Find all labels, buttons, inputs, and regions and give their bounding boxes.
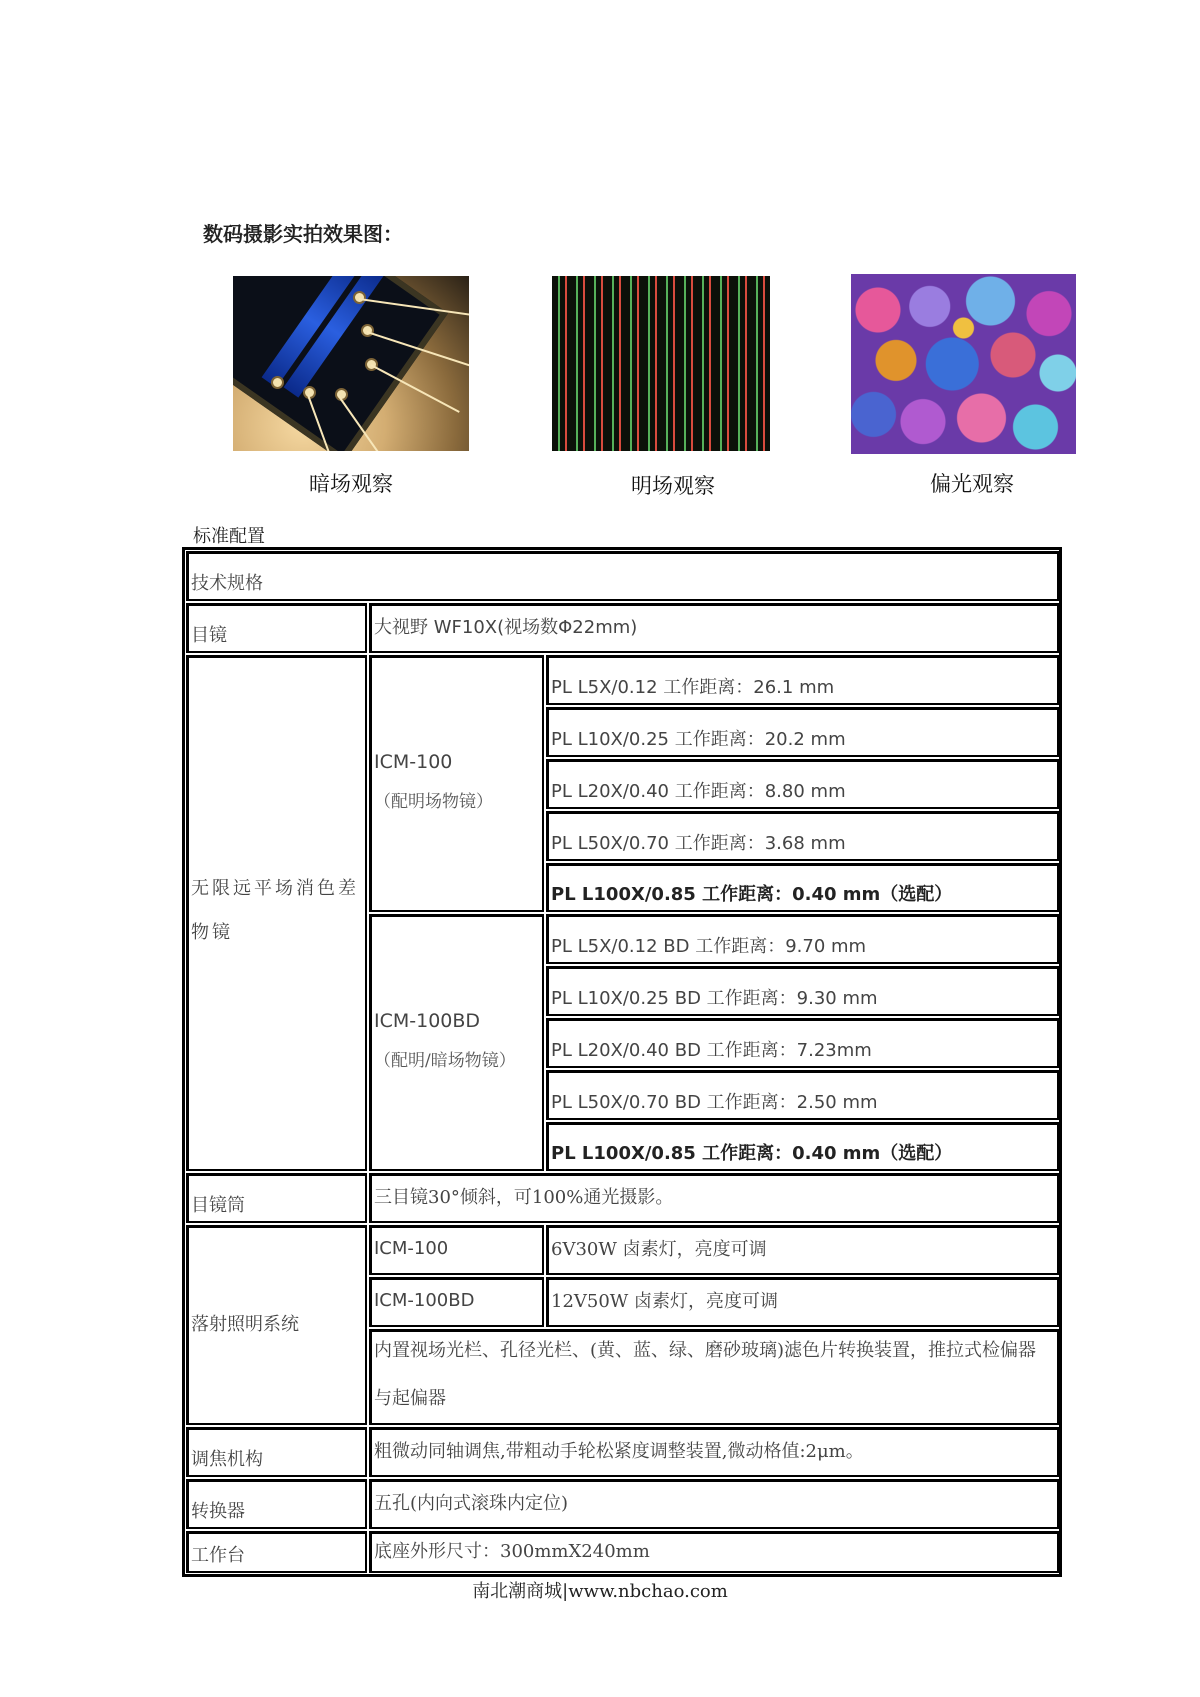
value-eyepiece: 大视野 WF10X(视场数Φ22mm)	[369, 603, 1059, 653]
label-stage: 工作台	[186, 1531, 367, 1573]
value-nosepiece: 五孔(内向式滚珠内定位)	[369, 1479, 1059, 1529]
caption-polarized: 偏光观察	[930, 472, 1014, 496]
illum-note: 内置视场光栏、孔径光栏、(黄、蓝、绿、磨砂玻璃)滤色片转换装置，推拉式检偏器与起偏器	[369, 1329, 1059, 1425]
group-name: ICM-100	[374, 751, 453, 773]
objective-row: PL L20X/0.40 工作距离：8.80 mm	[546, 759, 1059, 809]
label-eyepiece: 目镜	[186, 603, 367, 653]
objective-row: PL L50X/0.70 工作距离：3.68 mm	[546, 811, 1059, 861]
objective-row: PL L50X/0.70 BD 工作距离：2.50 mm	[546, 1070, 1059, 1120]
group-note: （配明场物镜）	[374, 792, 493, 812]
objective-row: PL L5X/0.12 工作距离：26.1 mm	[546, 655, 1059, 705]
label-illumination: 落射照明系统	[186, 1225, 367, 1425]
objective-row-optional: PL L100X/0.85 工作距离：0.40 mm（选配）	[546, 1122, 1059, 1171]
caption-bright-field: 明场观察	[631, 474, 715, 498]
label-objective	[186, 655, 367, 1171]
label-objective-text: 无限远平场消色差物镜	[191, 878, 359, 943]
dark-field-chip-photo	[233, 276, 469, 451]
objective-row: PL L10X/0.25 BD 工作距离：9.30 mm	[546, 966, 1059, 1016]
illum-desc: 6V30W 卤素灯，亮度可调	[546, 1225, 1059, 1275]
bright-field-pixel-photo	[552, 276, 770, 451]
illum-desc: 12V50W 卤素灯，亮度可调	[546, 1277, 1059, 1327]
value-tube: 三目镜30°倾斜，可100%通光摄影。	[369, 1173, 1059, 1223]
objective-row: PL L5X/0.12 BD 工作距离：9.70 mm	[546, 914, 1059, 964]
value-stage: 底座外形尺寸：300mmX240mm	[369, 1531, 1059, 1573]
objective-row: PL L10X/0.25 工作距离：20.2 mm	[546, 707, 1059, 757]
page-footer: 南北潮商城|www.nbchao.com	[472, 1581, 728, 1602]
page-heading: 数码摄影实拍效果图：	[203, 222, 403, 246]
label-nosepiece: 转换器	[186, 1479, 367, 1529]
objective-row: PL L20X/0.40 BD 工作距离：7.23mm	[546, 1018, 1059, 1068]
label-tube: 目镜筒	[186, 1173, 367, 1223]
value-focus: 粗微动同轴调焦,带粗动手轮松紧度调整装置,微动格值:2μm。	[369, 1427, 1059, 1477]
group-note: （配明/暗场物镜）	[374, 1051, 516, 1071]
group-name: ICM-100BD	[374, 1010, 481, 1032]
objective-row-optional: PL L100X/0.85 工作距离：0.40 mm（选配）	[546, 863, 1059, 912]
spec-table	[182, 547, 1062, 1577]
illum-model: ICM-100	[369, 1225, 544, 1275]
caption-dark-field: 暗场观察	[309, 472, 393, 496]
objective-group-icm100	[369, 655, 544, 912]
label-focus: 调焦机构	[186, 1427, 367, 1477]
section-title: 标准配置	[193, 526, 265, 547]
illum-model: ICM-100BD	[369, 1277, 544, 1327]
table-header: 技术规格	[186, 551, 1059, 601]
objective-group-icm100bd	[369, 914, 544, 1171]
polarized-crystal-photo	[851, 274, 1076, 454]
